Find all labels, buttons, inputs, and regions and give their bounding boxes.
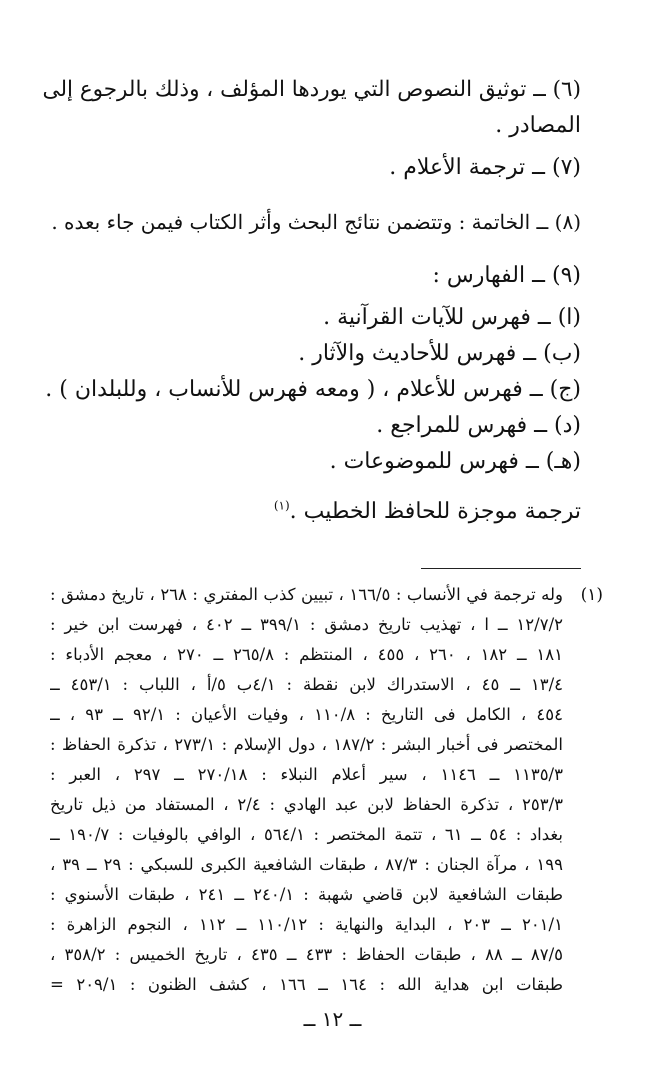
footnote-line: ٨٧/٥ ــ ٨٨ ، طبقات الحفاظ : ٤٣٣ ــ ٤٣٥ ، تاريخ الخميس : ٣٥٨/٢ ، <box>50 945 563 964</box>
footnote-line: طبقات ابن هداية الله : ١٦٤ ــ ١٦٦ ، كشف الظنون : ٢٠٩/١ = <box>50 975 563 994</box>
biography-heading-text: ترجمة موجزة للحافظ الخطيب . <box>289 499 581 524</box>
index-item-b: (ب) ــ فهرس للأحاديث والآثار . <box>298 341 581 366</box>
biography-heading <box>44 494 581 530</box>
footnote-line: ١٨١ ــ ١٨٢ ، ٢٦٠ ، ٤٥٥ ، المنتظم : ٢٦٥/٨ ــ ٢٧٠ ، معجم الأدباء : <box>50 645 563 664</box>
index-item-d: (د) ــ فهرس للمراجع . <box>376 413 581 438</box>
item-7: (٧) ــ ترجمة الأعلام . <box>389 155 581 180</box>
page-number: ــ ١٢ ــ <box>303 1007 362 1031</box>
footnote-line: ١٩٩ ، مرآة الجنان : ٨٧/٣ ، طبقات الشافعية الكبرى للسبكي : ٢٩ ــ ٣٩ ، <box>50 855 563 874</box>
footnote-body <box>50 580 563 1000</box>
footnote-line: ١٢/٧/٢ ــ ا ، تهذيب تاريخ دمشق : ٣٩٩/١ ــ ٤٠٢ ، فهرست ابن خير : <box>50 615 563 634</box>
main-text <box>44 72 581 530</box>
footnote-line: ٤٥٤ ، الكامل فى التاريخ : ١١٠/٨ ، وفيات الأعيان : ٩٢/١ ــ ٩٣ ، ــ <box>50 705 563 724</box>
item-6-line-1: (٦) ــ توثيق النصوص التي يوردها المؤلف ، وذلك بالرجوع إلى <box>42 77 581 102</box>
footnote-line: ١١٣٥/٣ ــ ١١٤٦ ، سير أعلام النبلاء : ٢٧٠/١٨ ــ ٢٩٧ ، العبر : <box>50 765 563 784</box>
footnote-line: وله ترجمة في الأنساب : ١٦٦/٥ ، تبيين كذب المفتري : ٢٦٨ ، تاريخ دمشق : <box>50 585 563 604</box>
footnote-line: ٢٥٣/٣ ، تذكرة الحفاظ لابن عبد الهادي : ٢/٤ ، المستفاد من ذيل تاريخ <box>50 795 563 814</box>
footnote-reference: (١) <box>273 498 290 513</box>
item-9: (٩) ــ الفهارس : <box>432 263 581 288</box>
footnote-divider <box>421 568 581 569</box>
footnote-line: ١٣/٤ ــ ٤٥ ، الاستدراك لابن نقطة : ٤/١ب ٥/أ ، اللباب : ٤٥٣/١ ــ <box>50 675 563 694</box>
footnote-line: المختصر فى أخبار البشر : ١٨٧/٢ ، دول الإسلام : ٢٧٣/١ ، تذكرة الحفاظ : <box>50 735 563 754</box>
index-item-a: (ا) ــ فهرس للآيات القرآنية . <box>323 305 581 330</box>
index-item-c: (ج) ــ فهرس للأعلام ، ( ومعه فهرس للأنساب ، وللبلدان ) . <box>45 377 581 402</box>
item-8: (٨) ــ الخاتمة : وتتضمن نتائج البحث وأثر الكتاب فيمن جاء بعده . <box>51 210 581 234</box>
footnote-line: ٢٠١/١ ــ ٢٠٣ ، البداية والنهاية : ١١٠/١٢ ــ ١١٢ ، النجوم الزاهرة : <box>50 915 563 934</box>
index-item-e: (هـ) ــ فهرس للموضوعات . <box>329 449 581 474</box>
footnote-line: طبقات الشافعية لابن قاضي شهبة : ٢٤٠/١ ــ ٢٤١ ، طبقات الأسنوي : <box>50 885 563 904</box>
item-6-line-2: المصادر . <box>495 113 581 138</box>
footnote-line: بغداد : ٥٤ ــ ٦١ ، تتمة المختصر : ٥٦٤/١ ، الوافي بالوفيات : ١٩٠/٧ ــ <box>50 825 563 844</box>
footnote-marker: (١) <box>580 585 603 605</box>
